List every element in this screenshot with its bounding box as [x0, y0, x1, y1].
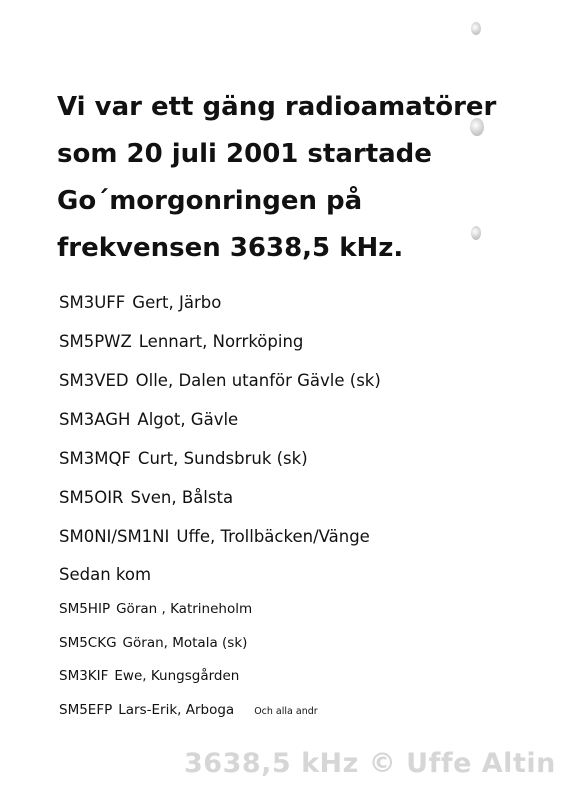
operator-name: Olle, Dalen utanför Gävle (sk) — [135, 371, 381, 390]
callsign: SM3MQF — [59, 449, 131, 468]
founder-entry — [59, 283, 559, 322]
founder-entry — [59, 478, 559, 517]
operator-name: Sven, Bålsta — [130, 488, 234, 507]
callsign: SM3AGH — [59, 410, 131, 429]
later-entry — [59, 660, 559, 694]
operator-name: Algot, Gävle — [137, 410, 239, 429]
copyright-watermark: 3638,5 kHz © Uffe Altin — [184, 748, 556, 779]
callsign: SM0NI/SM1NI — [59, 527, 170, 546]
founder-entry — [59, 517, 559, 556]
later-entry — [59, 627, 559, 661]
later-entry — [59, 593, 559, 627]
callsign: SM5EFP — [59, 701, 113, 718]
callsign: SM5HIP — [59, 601, 111, 617]
callsign: SM3UFF — [59, 293, 126, 312]
page-heading — [57, 84, 517, 272]
trailing-note: Och alla andr — [254, 705, 318, 717]
operator-name: Lars-Erik, Arboga — [118, 701, 235, 718]
heading-line: som 20 juli 2001 startade — [57, 139, 432, 169]
founder-entry — [59, 322, 559, 361]
operator-name: Uffe, Trollbäcken/Vänge — [176, 527, 370, 546]
callsign: SM3KIF — [59, 668, 109, 684]
heading-line: Go´morgonringen på — [57, 186, 363, 216]
callsign: SM5CKG — [59, 634, 117, 651]
operator-name: Gert, Järbo — [132, 293, 222, 312]
callsign: SM5PWZ — [59, 332, 132, 351]
operator-name: Ewe, Kungsgården — [114, 668, 240, 684]
heading-line: Vi var ett gäng radioamatörer — [57, 92, 497, 122]
operator-name: Göran, Motala (sk) — [122, 634, 248, 651]
heading-line: frekvensen 3638,5 kHz. — [57, 233, 404, 263]
operator-name: Lennart, Norrköping — [138, 332, 304, 351]
callsign: SM3VED — [59, 371, 129, 390]
later-entry — [59, 694, 559, 729]
roster-list — [59, 283, 559, 728]
scan-speck — [471, 22, 481, 35]
founder-entry — [59, 361, 559, 400]
founder-entry — [59, 439, 559, 478]
callsign: SM5OIR — [59, 488, 124, 507]
operator-name: Göran , Katrineholm — [116, 601, 253, 617]
founder-entry — [59, 400, 559, 439]
operator-name: Curt, Sundsbruk (sk) — [137, 449, 308, 468]
later-section-label: Sedan kom — [59, 565, 152, 584]
